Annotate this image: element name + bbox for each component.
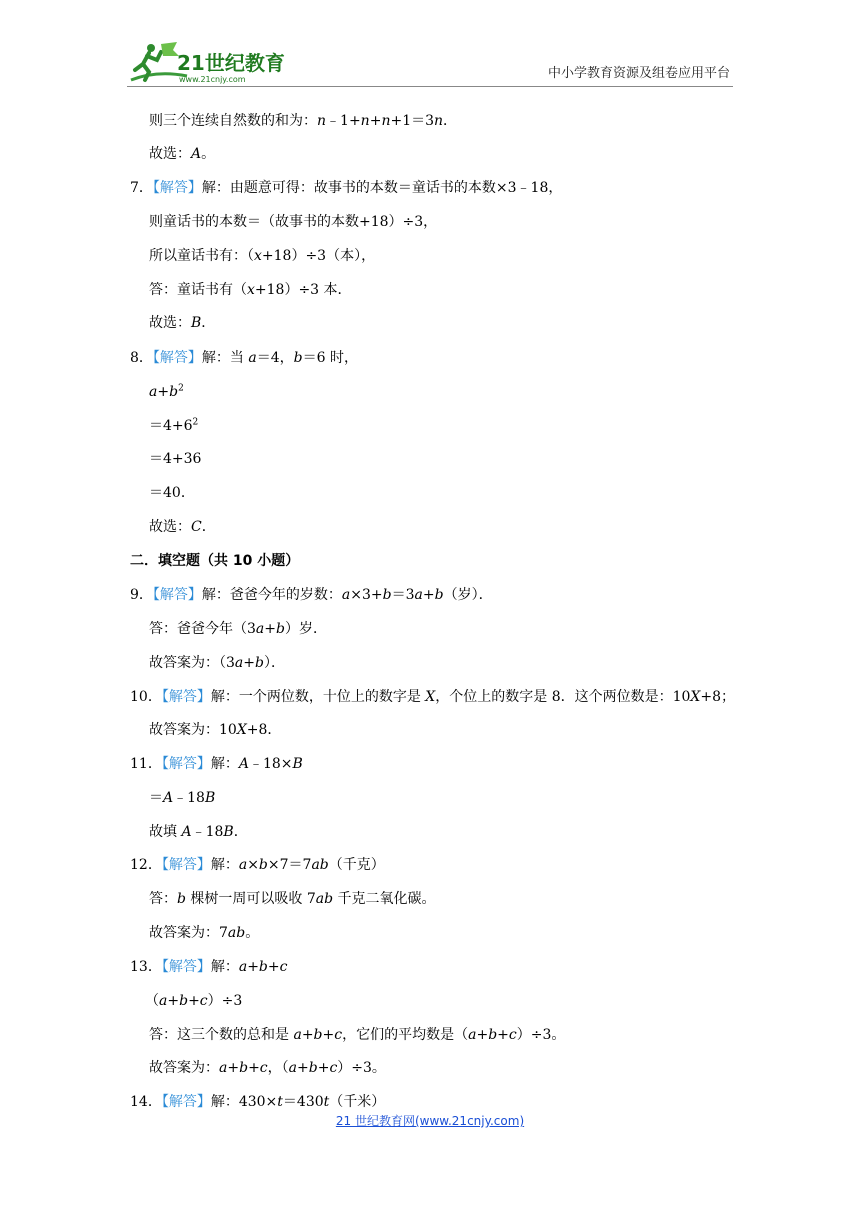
question-13: 13．【解答】解：a+b+c (130, 959, 288, 975)
answer-line: 故答案为：10X+8． (149, 722, 282, 738)
question-12: 12．【解答】解：a×b×7＝7ab（千克） (130, 857, 385, 873)
answer-line: 则童话书的本数＝（故事书的本数+18）÷3， (149, 214, 438, 230)
answer-line: $a+b^2$ (149, 383, 184, 400)
answer-line: 答：b 棵树一周可以吸收 7ab 千克二氧化碳。 (149, 891, 436, 907)
question-7: 7．【解答】解：由题意可得：故事书的本数＝童话书的本数×3﹣18， (130, 180, 563, 196)
answer-tag: 【解答】 (152, 350, 202, 366)
footer-link[interactable]: 21 世纪教育网(www.21cnjy.com) (335, 1114, 525, 1128)
answer-tag: 【解答】 (152, 180, 202, 196)
answer-line: ＝A﹣18B (149, 790, 216, 806)
answer-line: 答：这三个数的总和是 a+b+c，它们的平均数是（a+b+c）÷3。 (149, 1027, 566, 1043)
answer-line: 所以童话书有：（x+18）÷3（本）， (149, 248, 376, 264)
answer-line: ＝4+36 (149, 451, 202, 467)
answer-line: 故选：A。 (149, 146, 216, 162)
answer-line: 答：爸爸今年（3a+b）岁． (149, 621, 327, 637)
answer-tag: 【解答】 (161, 857, 211, 873)
answer-tag: 【解答】 (161, 1094, 211, 1110)
answer-tag: 【解答】 (152, 587, 202, 603)
platform-title: 中小学教育资源及组卷应用平台 (548, 66, 731, 81)
logo-21cnjy (127, 40, 297, 86)
section-title: 二．填空题（共 10 小题） (130, 553, 300, 569)
question-11: 11．【解答】解：A﹣18×B (130, 756, 303, 772)
question-10: 10．【解答】解：一个两位数，十位上的数字是 X，个位上的数字是 8．这个两位数是：10X+8； (130, 689, 736, 705)
answer-line: （a+b+c）÷3 (145, 993, 243, 1009)
answer-line: 故答案为：（3a+b）． (149, 655, 285, 671)
answer-line: $=4+6^2$ (149, 417, 199, 434)
logo-text: 21世纪教育 (177, 51, 285, 75)
answer-line: 故选：C． (149, 519, 216, 535)
answer-tag: 【解答】 (161, 959, 211, 975)
answer-tag: 【解答】 (161, 756, 211, 772)
question-8: 8．【解答】解：当 a＝4，b＝6 时， (130, 350, 358, 366)
answer-line: 故选：B． (149, 315, 216, 331)
logo-url: www.21cnjy.com (179, 75, 246, 84)
answer-line: 故填 A﹣18B． (149, 824, 248, 840)
question-9: 9．【解答】解：爸爸今年的岁数：a×3+b＝3a+b（岁）． (130, 587, 493, 603)
answer-line: 故答案为：7ab。 (149, 925, 260, 941)
answer-tag: 【解答】 (161, 689, 211, 705)
header-divider (127, 86, 733, 87)
question-14: 14．【解答】解：430×t＝430t（千米） (130, 1094, 386, 1110)
answer-line: ＝40． (149, 485, 195, 501)
page-header (0, 0, 860, 100)
answer-line: 则三个连续自然数的和为：n﹣1+n+n+1＝3n． (149, 113, 458, 129)
answer-line: 答：童话书有（x+18）÷3 本． (149, 282, 352, 298)
answer-line: 故答案为：a+b+c，（a+b+c）÷3。 (149, 1060, 386, 1076)
